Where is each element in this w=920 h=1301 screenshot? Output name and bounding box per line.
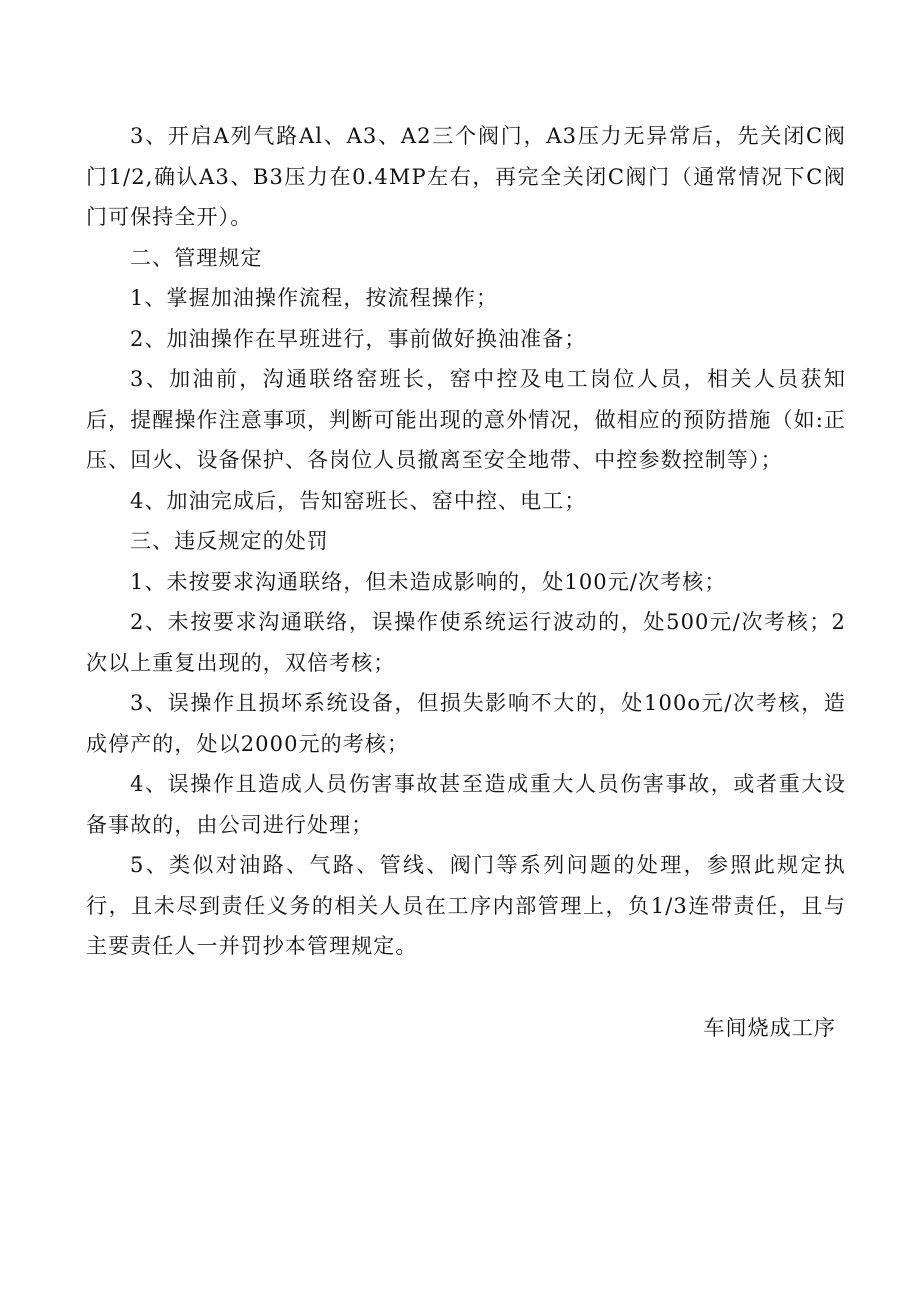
signature: 车间烧成工序 [703,1016,836,1040]
rule-item-2: 2、加油操作在早班进行，事前做好换油准备； [130,326,587,351]
rule-item-3: 3、加油前，沟通联络窑班长，窑中控及电工岗位人员，相关人员获知后，提醒操作注意事项，判断可能出现的意外情况，做相应的预防措施（如:正压、回火、设备保护、各岗位人员撤离至安全地带、中控参数控制等）； [86,367,846,472]
heading-penalties: 三、违反规定的处罚 [130,529,329,553]
penalty-item-2: 2、未按要求沟通联络，误操作使系统运行波动的，处500元/次考核；2次以上重复出现的，双倍考核； [86,610,846,675]
document-body [86,116,846,967]
paragraph-valve-procedure: 3、开启A列气路Al、A3、A2三个阀门，A3压力无异常后，先关闭C阀门1/2,确认A3、B3压力在0.4MP左右，再完全关闭C阀门（通常情况下C阀门可保持全开）。 [86,124,846,229]
penalty-item-5: 5、类似对油路、气路、管线、阀门等系列问题的处理，参照此规定执行，且未尽到责任义务的相关人员在工序内部管理上，负1/3连带责任，且与主要责任人一并罚抄本管理规定。 [86,853,846,958]
heading-management-rules: 二、管理规定 [130,245,263,270]
rule-item-4: 4、加油完成后，告知窑班长、窑中控、电工； [130,488,587,513]
penalty-item-1: 1、未按要求沟通联络，但未造成影响的，处100元/次考核； [130,569,727,594]
penalty-item-3: 3、误操作且损坏系统设备，但损失影响不大的，处100o元/次考核，造成停产的，处以2000元的考核； [86,691,846,756]
rule-item-1: 1、掌握加油操作流程，按流程操作； [130,286,499,310]
penalty-item-4: 4、误操作且造成人员伤害事故甚至造成重大人员伤害事故，或者重大设备事故的，由公司进行处理； [86,772,846,837]
